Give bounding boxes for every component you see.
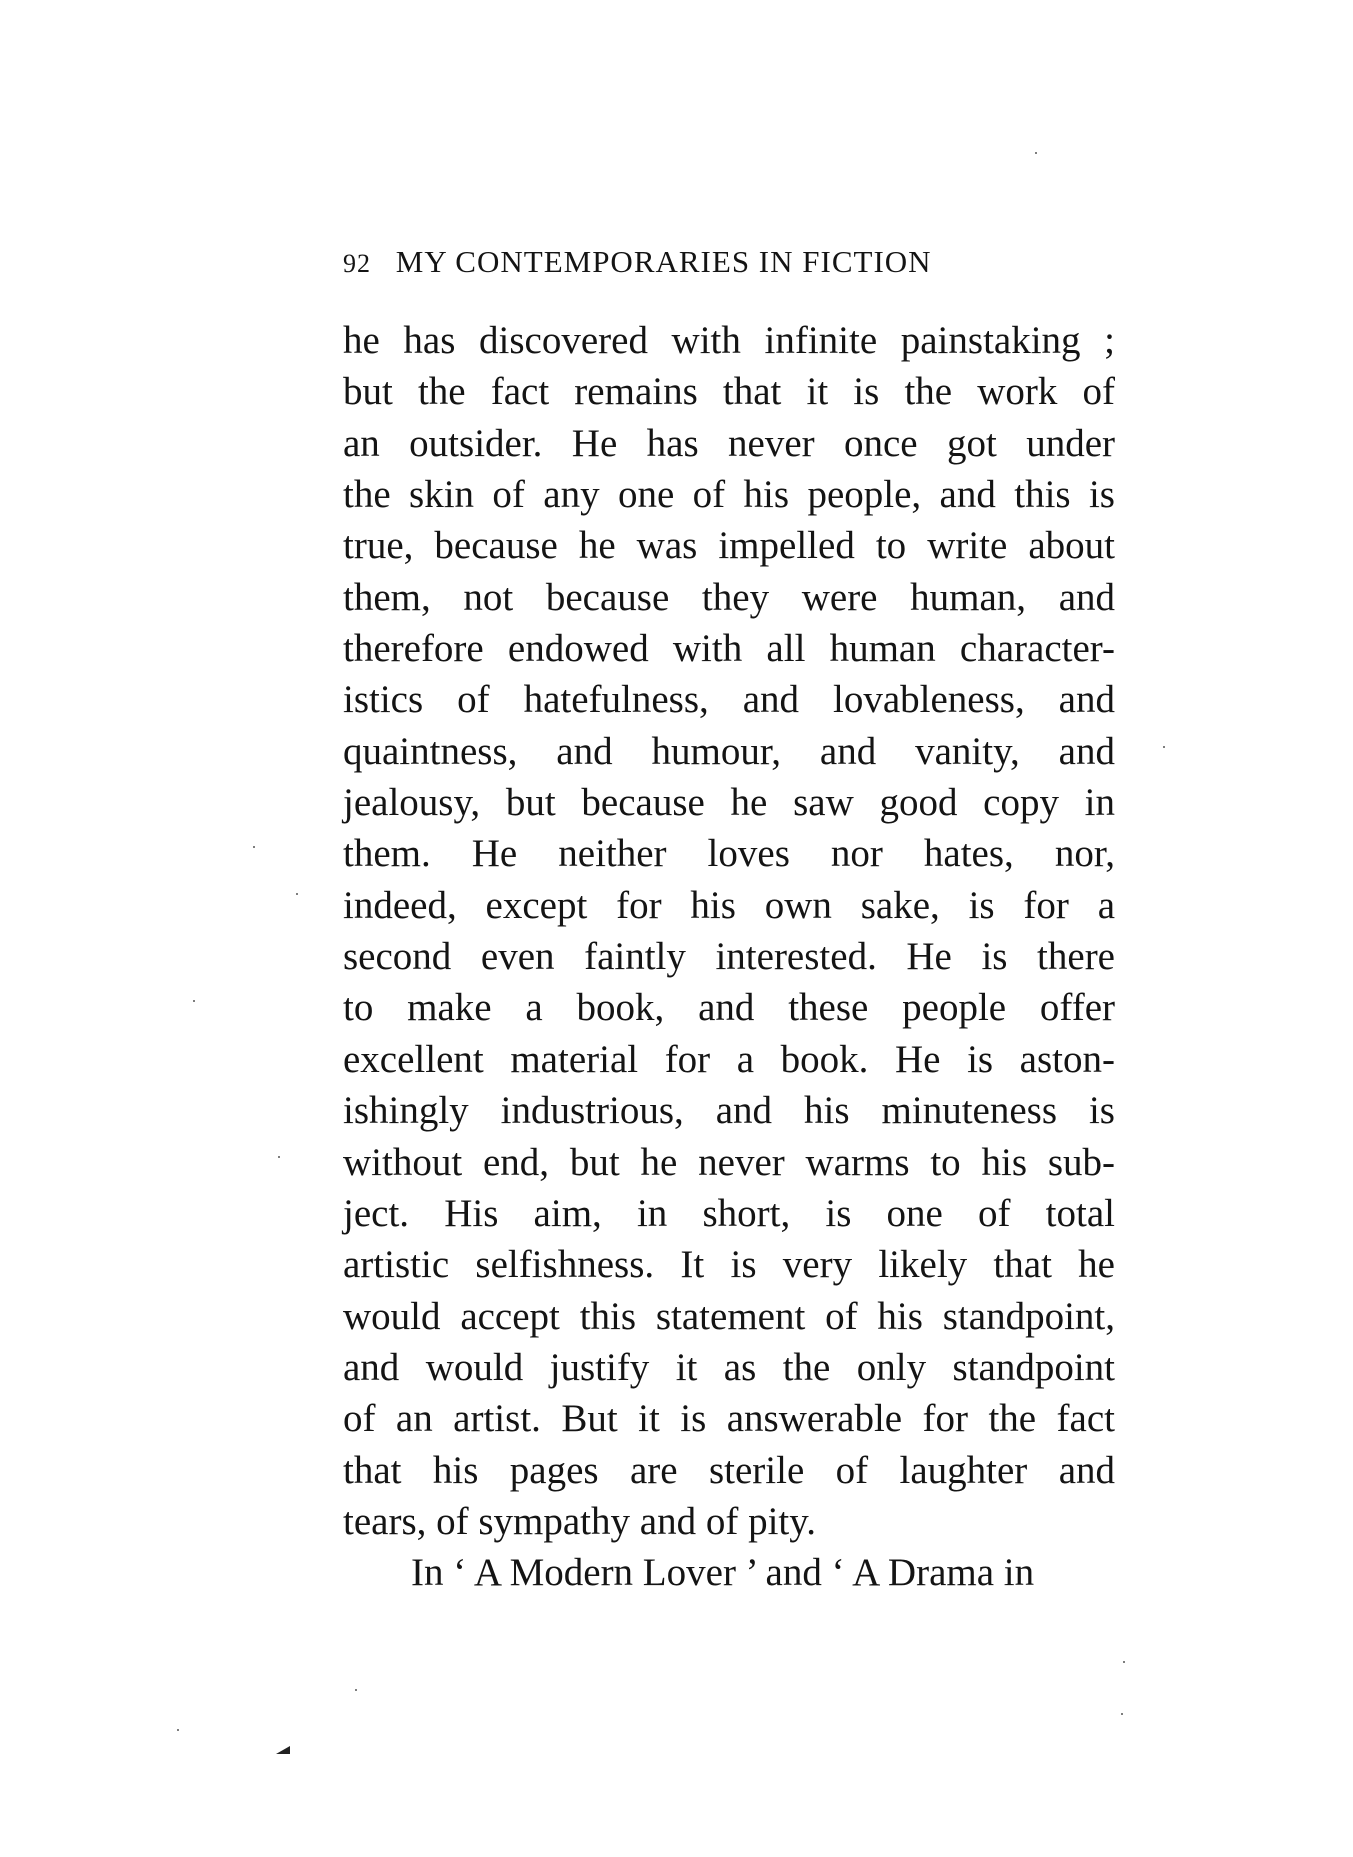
text-line: them. He neither loves nor hates, nor, [343, 832, 1115, 876]
text-line: without end, but he never warms to his sub- [343, 1140, 1115, 1184]
text-line: jealousy, but because he saw good copy in [343, 781, 1115, 825]
paragraph-start-line: In ‘ A Modern Lover ’ and ‘ A Drama in [411, 1551, 1035, 1595]
text-line: but the fact remains that it is the work of [343, 370, 1115, 414]
text-line: excellent material for a book. He is aston- [343, 1037, 1115, 1081]
scan-speck [1163, 746, 1165, 748]
scan-speck [1123, 1661, 1125, 1663]
text-line: second even faintly interested. He is there [343, 935, 1115, 979]
text-line: artistic selfishness. It is very likely that he [343, 1243, 1115, 1287]
scan-speck [1035, 152, 1037, 154]
scan-speck [278, 1156, 280, 1158]
text-line: indeed, except for his own sake, is for a [343, 883, 1115, 927]
running-title: MY CONTEMPORARIES IN FICTION [395, 244, 932, 279]
scan-speck [355, 1689, 357, 1691]
text-line: an outsider. He has never once got under [343, 421, 1115, 465]
text-line: them, not because they were human, and [343, 575, 1115, 619]
scan-speck [193, 1000, 195, 1002]
text-line: tears, of sympathy and of pity. [343, 1499, 816, 1543]
text-line: he has discovered with infinite painstaking ; [343, 319, 1115, 362]
page-number: 92 [343, 249, 371, 278]
running-head [343, 244, 1043, 284]
scan-mark [276, 1746, 290, 1754]
text-line: quaintness, and humour, and vanity, and [343, 729, 1115, 773]
text-line: istics of hatefulness, and lovableness, and [343, 678, 1115, 722]
scan-speck [253, 846, 255, 848]
text-line: to make a book, and these people offer [343, 986, 1115, 1030]
text-line: ject. His aim, in short, is one of total [343, 1191, 1115, 1235]
text-line: therefore endowed with all human character- [343, 627, 1115, 671]
text-line: the skin of any one of his people, and this is [343, 473, 1115, 517]
text-line: and would justify it as the only standpoint [343, 1345, 1115, 1389]
text-line: true, because he was impelled to write about [343, 524, 1115, 568]
text-line: ishingly industrious, and his minuteness is [343, 1089, 1115, 1133]
scan-speck [1121, 1713, 1123, 1715]
scan-speck [296, 893, 298, 895]
text-line: would accept this statement of his standpoint, [343, 1294, 1115, 1338]
body-text [343, 315, 1115, 1599]
text-line: of an artist. But it is answerable for the fact [343, 1397, 1115, 1441]
scan-speck [177, 1729, 179, 1731]
text-line: that his pages are sterile of laughter and [343, 1448, 1115, 1492]
